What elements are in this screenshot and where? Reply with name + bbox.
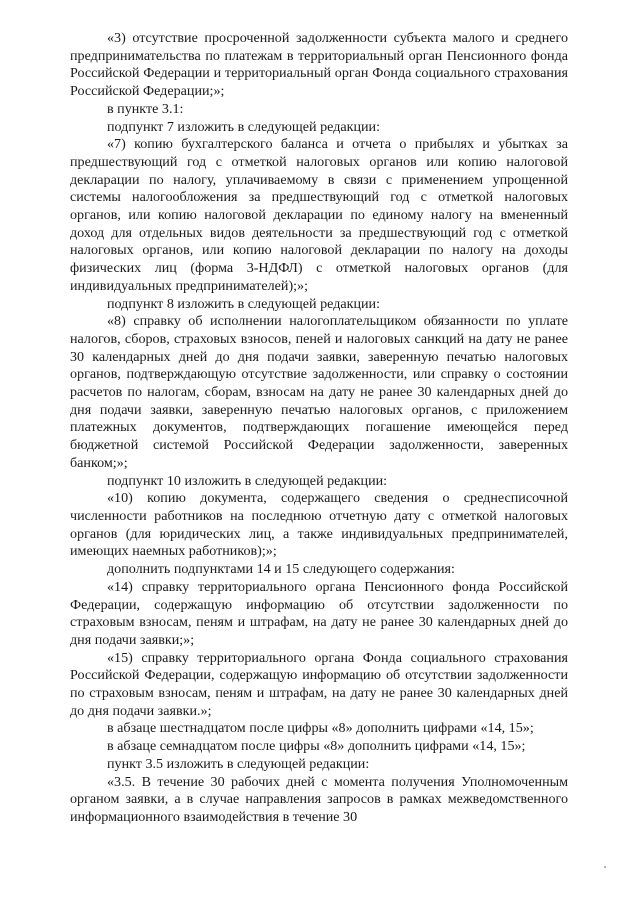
- paragraph-item-3: «3) отсутствие просроченной задолженности субъекта малого и среднего предпринимательства по платежам в территориальный орган Пенсионного фонда Российской Федерации и территориальный орган Фонда социального страхования Российской Федерации;»;: [70, 30, 568, 100]
- paragraph-item-3-5: «3.5. В течение 30 рабочих дней с момента получения Уполномоченным органом заявки, а в случае направления запросов в рамках межведомственного информационного взаимодействия в течение 30: [70, 773, 568, 825]
- paragraph-item-3-5-intro: пункт 3.5 изложить в следующей редакции:: [107, 755, 370, 772]
- scan-speck: [604, 866, 606, 868]
- paragraph-section-3-1: в пункте 3.1:: [107, 100, 184, 117]
- paragraph-subitem-8-intro: подпункт 8 изложить в следующей редакции:: [107, 295, 381, 312]
- paragraph-add-14-15-intro: дополнить подпунктами 14 и 15 следующего содержания:: [107, 561, 455, 578]
- paragraph-item-7: «7) копию бухгалтерского баланса и отчета о прибылях и убытках за предшествующий год с отметкой налоговых органов или копию налоговой декларации по налогу, уплачиваемому в связи с применением упрощенной системы налогообложения за предшествующий год с отметкой налоговых органов, или копию налоговой декларации по единому налогу на вмененный доход для отдельных видов деятельности за предшествующий год с отметкой налоговых органов, или копию налоговой декларации по налогу на доходы физических лиц (форма 3-НДФЛ) с отметкой налоговых органов (для индивидуальных предпринимателей);»;: [70, 136, 568, 294]
- paragraph-item-10: «10) копию документа, содержащего сведения о среднесписочной численности работников на последнюю отчетную дату с отметкой налоговых органов (для юридических лиц, а также индивидуальных предпринимателей, имеющих наемных работников);»;: [70, 490, 568, 560]
- paragraph-item-8: «8) справку об исполнении налогоплательщиком обязанности по уплате налогов, сборов, страховых взносов, пеней и налоговых санкций на дату не ранее 30 календарных дней до дня подачи заявки, заверенную печатью налоговых органов, подтверждающую отсутствие задолженности, или справку о состоянии расчетов по налогам, сборам, взносам на дату не ранее 30 календарных дней до дня подачи заявки, заверенную печатью налоговых органов, с приложением платежных документов, подтверждающих погашение имеющейся перед бюджетной системой Российской Федерации задолженности, заверенных банком;»;: [70, 313, 568, 471]
- paragraph-item-14: «14) справку территориального органа Пенсионного фонда Российской Федерации, содержащую информацию об отсутствии задолженности по страховым взносам, пеням и штрафам, на дату не ранее 30 календарных дней до дня подачи заявки;»;: [70, 578, 568, 648]
- paragraph-abzac-16: в абзаце шестнадцатом после цифры «8» дополнить цифрами «14, 15»;: [107, 720, 534, 737]
- paragraph-abzac-17: в абзаце семнадцатом после цифры «8» дополнить цифрами «14, 15»;: [107, 738, 526, 755]
- paragraph-subitem-7-intro: подпункт 7 изложить в следующей редакции:: [107, 118, 381, 135]
- document-page: [70, 30, 568, 827]
- paragraph-subitem-10-intro: подпункт 10 изложить в следующей редакции:: [107, 472, 388, 489]
- paragraph-item-15: «15) справку территориального органа Фонда социального страхования Российской Федерации, содержащую информацию об отсутствии задолженности по страховым взносам, пеням и штрафам, на дату не ранее 30 календарных дней до дня подачи заявки.»;: [70, 649, 568, 719]
